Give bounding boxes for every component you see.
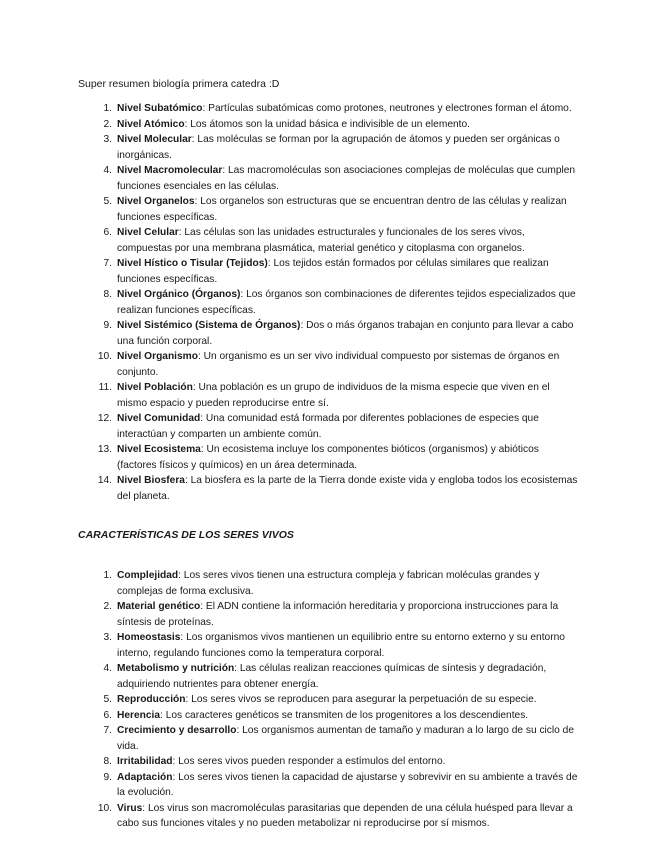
item-number: 2. [103, 118, 112, 130]
item-number: 13. [97, 444, 112, 455]
item-term: Crecimiento y desarrollo [117, 725, 237, 736]
list-item [0, 770, 655, 801]
item-number: 14. [97, 475, 112, 486]
item-term: Complejidad [117, 570, 179, 581]
item-number: 6. [103, 709, 112, 721]
item-number: 1. [103, 103, 112, 114]
item-number: 10. [97, 351, 112, 362]
section-heading: CARACTERÍSTICAS DE LOS SERES VIVOS [78, 529, 294, 541]
item-term: Nivel Ecosistema [117, 444, 201, 455]
list-item [0, 692, 655, 708]
characteristics-list [0, 568, 655, 832]
item-text: : La biosfera es la parte de la Tierra donde existe vida y engloba todos los ecosistemas del planeta. [117, 475, 578, 502]
item-number: 5. [103, 196, 112, 207]
item-term: Virus [117, 802, 143, 814]
item-text: : Los tejidos están formados por células similares que realizan funciones específicas. [117, 258, 549, 285]
item-number: 3. [103, 134, 112, 145]
item-number: 3. [103, 632, 112, 643]
document-title: Super resumen biología primera catedra :D [78, 78, 280, 90]
item-text: : Las moléculas se forman por la agrupación de átomos y pueden ser orgánicas o inorgánicas. [117, 134, 560, 161]
item-term: Nivel Atómico [117, 118, 185, 130]
item-number: 2. [103, 601, 112, 612]
list-item [0, 132, 655, 163]
list-item [0, 630, 655, 661]
item-number: 9. [103, 320, 112, 331]
item-term: Nivel Hístico o Tisular (Tejidos) [117, 258, 268, 269]
list-item [0, 661, 655, 692]
list-item [0, 380, 655, 411]
list-item [0, 318, 655, 349]
item-text: : Los seres vivos se reproducen para asegurar la perpetuación de su especie. [185, 694, 537, 705]
item-term: Adaptación [117, 771, 173, 783]
item-text: : Los organismos vivos mantienen un equilibrio entre su entorno externo y su entorno interno, regulando funciones como la temperatura corporal. [117, 632, 565, 659]
item-term: Nivel Organismo [117, 351, 198, 362]
item-term: Nivel Organelos [117, 196, 195, 207]
list-item [0, 411, 655, 442]
item-text: : Los organismos aumentan de tamaño y maduran a lo largo de su ciclo de vida. [117, 725, 574, 752]
item-number: 5. [103, 694, 112, 705]
item-term: Nivel Celular [117, 227, 179, 238]
list-item [0, 117, 655, 133]
list-item [0, 754, 655, 770]
item-text: : Los caracteres genéticos se transmiten de los progenitores a los descendientes. [160, 709, 529, 721]
list-item [0, 568, 655, 599]
item-term: Nivel Comunidad [117, 413, 201, 424]
item-term: Material genético [117, 601, 201, 612]
item-text: : El ADN contiene la información hereditaria y proporciona instrucciones para la síntesis de proteínas. [117, 601, 559, 628]
item-number: 11. [98, 382, 112, 393]
item-term: Nivel Orgánico (Órganos) [117, 289, 241, 300]
item-number: 1. [103, 570, 112, 581]
item-text: : Los seres vivos pueden responder a estímulos del entorno. [172, 756, 446, 767]
list-item [0, 194, 655, 225]
item-number: 12. [97, 413, 112, 424]
item-text: : Una comunidad está formada por diferentes poblaciones de especies que interactúan y comparten un ambiente común. [117, 413, 539, 440]
item-number: 8. [103, 289, 112, 300]
levels-list [0, 101, 655, 504]
list-item [0, 349, 655, 380]
list-item [0, 256, 655, 287]
item-text: : Los órganos son combinaciones de diferentes tejidos especializados que realizan funciones específicas. [117, 289, 576, 316]
item-number: 10. [97, 802, 112, 814]
item-text: : Las macromoléculas son asociaciones complejas de moléculas que cumplen funciones esenciales en las células. [117, 165, 576, 192]
item-number: 8. [103, 756, 112, 767]
item-term: Reproducción [117, 694, 186, 705]
item-number: 6. [103, 227, 112, 238]
item-term: Nivel Población [117, 382, 193, 393]
item-term: Nivel Biosfera [117, 475, 185, 486]
item-text: : Los seres vivos tienen una estructura compleja y fabrican moléculas grandes y complejas de forma exclusiva. [117, 570, 540, 597]
item-text: : Una población es un grupo de individuos de la misma especie que viven en el mismo espacio y pueden reproducirse entre sí. [117, 382, 550, 409]
list-item [0, 442, 655, 473]
list-item [0, 101, 655, 117]
list-item [0, 708, 655, 724]
list-item [0, 473, 655, 504]
item-text: : Un organismo es un ser vivo individual compuesto por sistemas de órganos en conjunto. [117, 351, 560, 378]
item-text: : Un ecosistema incluye los componentes bióticos (organismos) y abióticos (factores físicos y químicos) en un área determinada. [117, 444, 539, 471]
item-number: 4. [103, 663, 112, 674]
list-item [0, 599, 655, 630]
item-term: Metabolismo y nutrición [117, 663, 235, 674]
item-number: 4. [103, 165, 112, 176]
item-term: Nivel Molecular [117, 134, 192, 145]
item-term: Irritabilidad [117, 756, 173, 767]
item-term: Homeostasis [117, 632, 181, 643]
item-text: : Partículas subatómicas como protones, neutrones y electrones forman el átomo. [202, 103, 572, 114]
item-number: 7. [103, 258, 112, 269]
item-text: : Los seres vivos tienen la capacidad de ajustarse y sobrevivir en su ambiente a través de la evolución. [117, 771, 578, 798]
item-term: Nivel Macromolecular [117, 165, 223, 176]
list-item [0, 163, 655, 194]
item-text: : Los átomos son la unidad básica e indivisible de un elemento. [184, 118, 470, 130]
list-item [0, 287, 655, 318]
list-item [0, 801, 655, 832]
item-term: Nivel Sistémico (Sistema de Órganos) [117, 320, 301, 331]
list-item [0, 723, 655, 754]
item-text: : Dos o más órganos trabajan en conjunto para llevar a cabo una función corporal. [117, 320, 574, 347]
item-term: Herencia [117, 709, 161, 721]
item-text: : Las células realizan reacciones químicas de síntesis y degradación, adquiriendo nutrientes para obtener energía. [117, 663, 547, 690]
item-text: : Los organelos son estructuras que se encuentran dentro de las células y realizan funciones específicas. [117, 196, 567, 223]
item-text: : Los virus son macromoléculas parasitarias que dependen de una célula huésped para llevar a cabo sus funciones vitales y no pueden metabolizar ni reproducirse por sí mismos. [117, 802, 573, 829]
item-text: : Las células son las unidades estructurales y funcionales de los seres vivos, compuestas por una membrana plasmática, material genético y citoplasma con organelos. [117, 227, 525, 254]
item-number: 7. [103, 725, 112, 736]
item-number: 9. [103, 771, 112, 783]
list-item [0, 225, 655, 256]
item-term: Nivel Subatómico [117, 103, 203, 114]
